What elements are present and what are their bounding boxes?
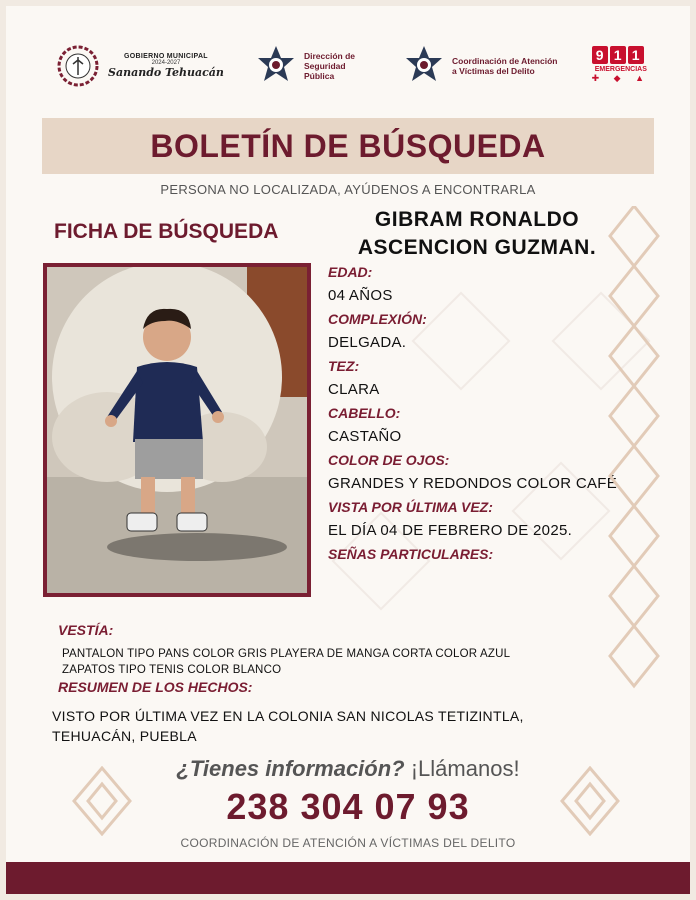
title-banner [42,118,654,174]
emergency-digit: 1 [628,46,644,64]
municipal-text [108,53,224,79]
victims-logo-group [402,44,562,88]
footer-agency: COORDINACIÓN DE ATENCIÓN A VÍCTIMAS DEL DELITO [180,836,516,850]
name-line2: ASCENCION GUZMAN. [357,236,597,259]
field-label: TEZ: [328,358,360,374]
subtitle: PERSONA NO LOCALIZADA, AYÚDENOS A ENCONTRARLA [160,182,536,197]
resumen-line2: TEHUACÁN, PUEBLA [52,728,197,744]
field-value: 04 AÑOS [328,287,393,304]
child-photo-image [47,267,307,593]
field-label: EDAD: [328,264,373,280]
resumen-line1: VISTO POR ÚLTIMA VEZ EN LA COLONIA SAN NICOLAS TETIZINTLA, [52,708,524,724]
emergency-digit: 1 [610,46,626,64]
footer-bar [6,862,690,894]
ficha-title: FICHA DE BÚSQUEDA [54,220,279,243]
field-value: CASTAÑO [328,428,402,445]
field-value: CLARA [328,381,380,398]
field-value: EL DÍA 04 DE FEBRERO DE 2025. [328,522,573,539]
emergency-digit: 9 [592,46,608,64]
police-star-icon [254,44,298,88]
field-value: DELGADA. [328,334,407,351]
ornament-decoration [608,206,660,706]
field-label: SEÑAS PARTICULARES: [328,546,494,562]
agency-security: Dirección de Seguridad Pública [304,51,356,81]
security-logo-group [254,44,374,88]
field-label: COMPLEXIÓN: [328,311,427,327]
missing-person-photo [43,263,311,597]
municipal-logo-group [56,44,224,88]
phone-number[interactable]: 238 304 07 93 [226,786,470,827]
banner-title: BOLETÍN DE BÚSQUEDA [150,127,546,164]
field-label: CABELLO: [328,405,401,421]
emergency-label: EMERGENCIAS [594,66,647,73]
municipal-line1: GOBIERNO MUNICIPAL [124,53,208,60]
cta-call: ¡Llámanos! [410,756,520,781]
emergency-number [592,46,650,64]
field-label: VISTA POR ÚLTIMA VEZ: [328,499,493,515]
vestia-line2: ZAPATOS TIPO TENIS COLOR BLANCO [62,664,282,676]
field-label: COLOR DE OJOS: [328,452,450,468]
vestia-text [62,646,622,678]
emergency-911-logo [592,46,650,84]
municipal-line2: 2024-2027 [151,60,181,66]
police-star-icon [402,44,446,88]
field-value: GRANDES Y REDONDOS COLOR CAFÉ. [328,475,622,492]
vestia-label: VESTÍA: [58,622,114,638]
resumen-text [52,706,612,746]
resumen-label: RESUMEN DE LOS HECHOS: [58,679,253,695]
call-to-action [6,756,690,782]
cta-question: ¿Tienes información? [176,756,405,781]
emergency-icons: ✚ ◆ ▲ [591,73,650,83]
person-name [322,206,632,262]
agency-victims: Coordinación de Atención a Víctimas del Delito [452,56,558,76]
vestia-line1: PANTALON TIPO PANS COLOR GRIS PLAYERA DE MANGA CORTA COLOR AZUL [62,648,511,660]
municipal-line3: Sanando Tehuacán [108,66,224,79]
header-logos [46,44,650,100]
municipal-seal-icon [56,44,100,88]
name-line1: GIBRAM RONALDO [374,208,580,231]
